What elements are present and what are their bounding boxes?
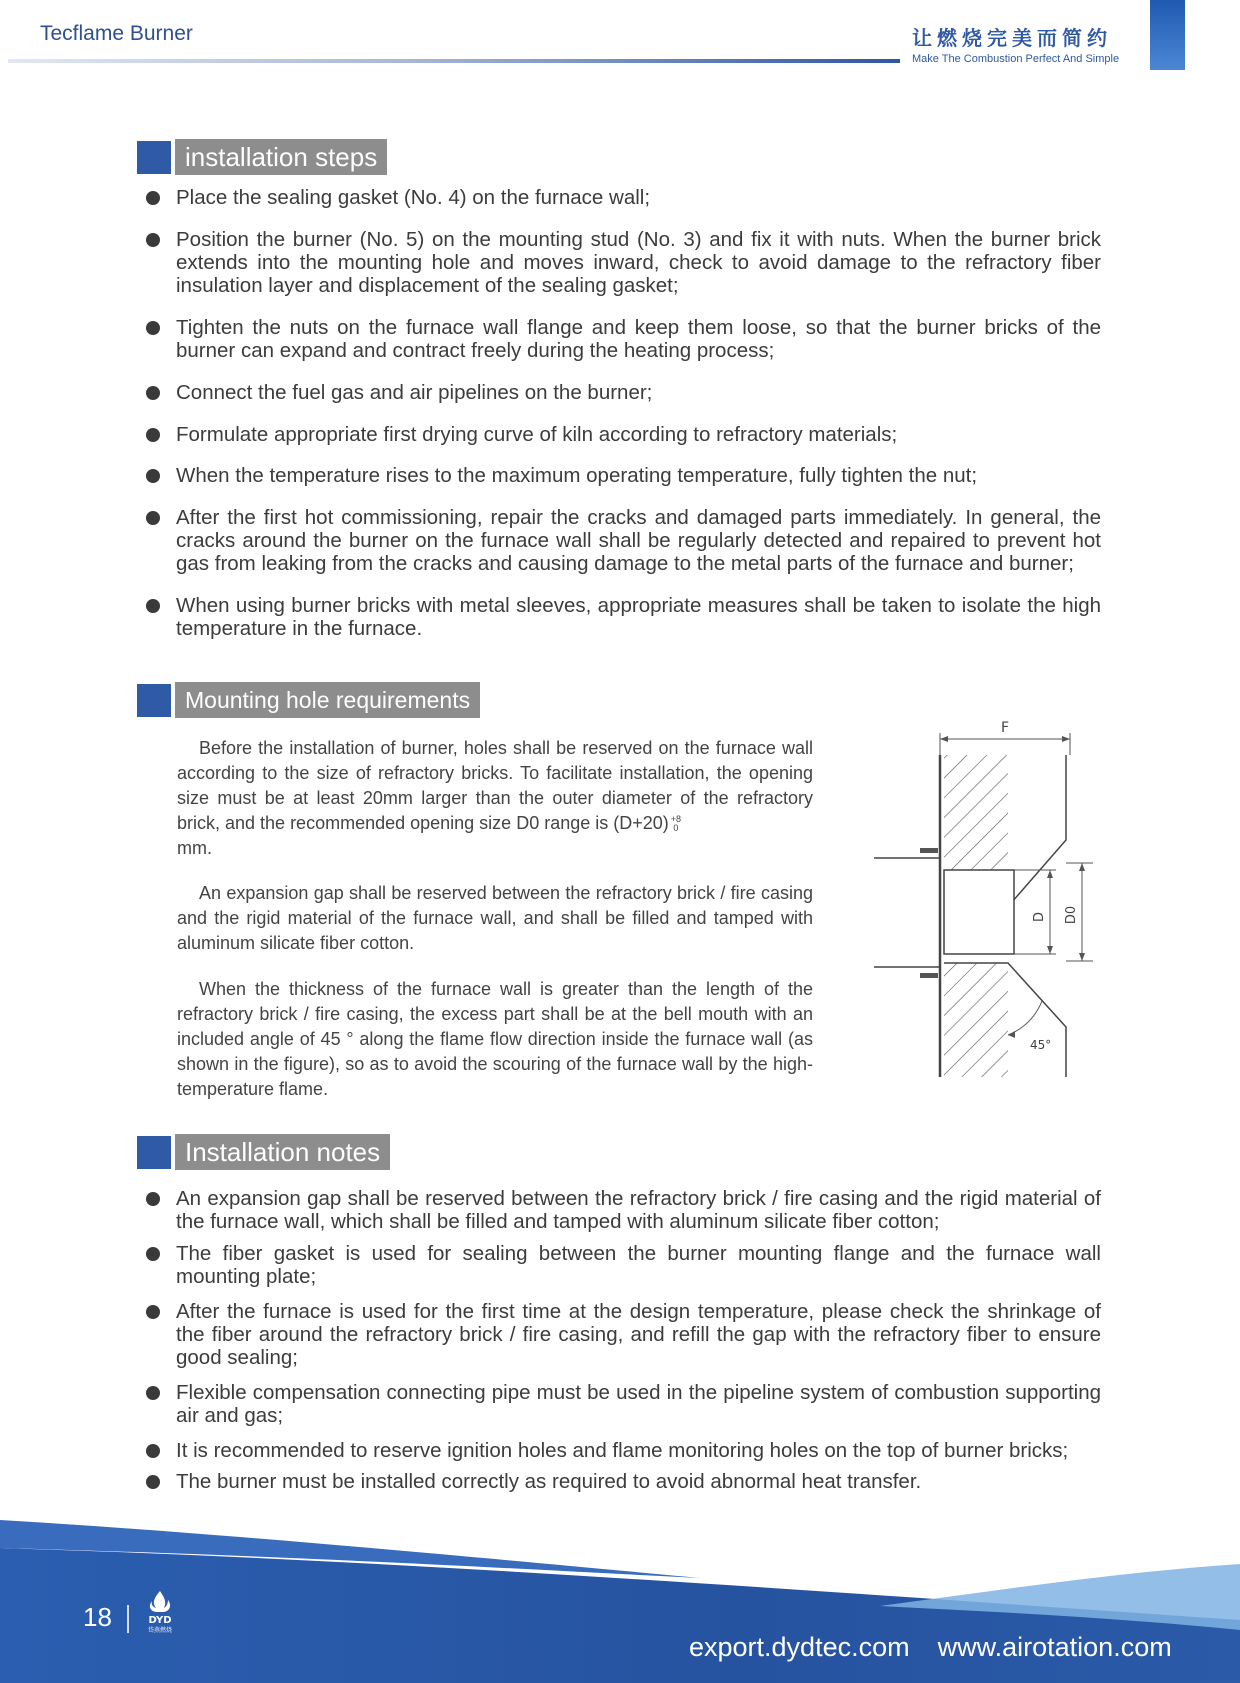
bullet-icon (146, 599, 160, 613)
bullet-icon (146, 1386, 160, 1400)
list-item: After the first hot commissioning, repair the cracks and damaged parts immediately. In general, the cracks around the burner on the furnace wall shall be regularly detected and repaired to prevent hot gas from leaking from the cracks and causing damage to the metal parts of the furnace and burner; (144, 506, 1101, 575)
list-item: The burner must be installed correctly as required to avoid abnormal heat transfer. (144, 1470, 1101, 1493)
label-d0: D0 (1064, 905, 1079, 925)
header-brand: Tecflame Burner (40, 22, 193, 45)
list-item: The fiber gasket is used for sealing between the burner mounting flange and the furnace wall mounting plate; (144, 1242, 1101, 1288)
bullet-icon (146, 1475, 160, 1489)
list-item: Connect the fuel gas and air pipelines on the burner; (144, 381, 1101, 404)
tolerance: +8 0 (670, 814, 682, 834)
footer-link-export[interactable]: export.dydtec.com (689, 1632, 910, 1662)
bullet-icon (146, 321, 160, 335)
mounting-paragraph-3: When the thickness of the furnace wall is greater than the length of the refractory brick / fire casing, the excess part shall be at the bell mouth with an included angle of 45 ° along the flame flow direction inside the furnace wall (as shown in the figure), so as to avoid the scouring of the furnace wall by the high-temperature flame. (177, 979, 813, 1099)
section-marker (137, 141, 171, 174)
lower-wall (944, 963, 1008, 1077)
header-corner-tab (1150, 0, 1185, 70)
page-number: 18 (83, 1602, 112, 1632)
section-title: Installation notes (175, 1134, 390, 1170)
bullet-icon (146, 428, 160, 442)
section-marker (137, 1136, 171, 1169)
list-item: It is recommended to reserve ignition holes and flame monitoring holes on the top of burner bricks; (144, 1439, 1101, 1462)
list-item: An expansion gap shall be reserved between the refractory brick / fire casing and the rigid material of the furnace wall, which shall be filled and tamped with aluminum silicate fiber cotton; (144, 1187, 1101, 1233)
mounting-hole-diagram (868, 715, 1098, 1085)
dyd-logo-icon (140, 1589, 180, 1634)
bullet-icon (146, 1444, 160, 1458)
mounting-paragraph-2: An expansion gap shall be reserved between the refractory brick / fire casing and the rigid material of the furnace wall, and shall be filled and tamped with aluminum silicate fiber cotton. (177, 883, 813, 953)
bullet-icon (146, 386, 160, 400)
list-item: Place the sealing gasket (No. 4) on the furnace wall; (144, 186, 1101, 209)
footer-link-airotation[interactable]: www.airotation.com (937, 1632, 1172, 1662)
label-angle: 45° (1030, 1038, 1052, 1052)
list-item: When the temperature rises to the maximum operating temperature, fully tighten the nut; (144, 464, 1101, 487)
list-item: After the furnace is used for the first time at the design temperature, please check the shrinkage of the fiber around the refractory brick / fire casing, and refill the gap with the refractory fiber to ensure good sealing; (144, 1300, 1101, 1369)
list-item: When using burner bricks with metal sleeves, appropriate measures shall be taken to isolate the high temperature in the furnace. (144, 594, 1101, 640)
refractory-brick (944, 870, 1014, 954)
mounting-paragraph-1: Before the installation of burner, holes shall be reserved on the furnace wall according to the size of refractory bricks. To facilitate installation, the opening size must be at least 20mm larger than the outer diameter of the refractory brick, and the recommended opening size D0 range is (D+20) +8 0 mm. (177, 738, 813, 858)
installation-steps-list (144, 186, 1101, 640)
label-d: D (1032, 911, 1047, 923)
label-f: F (1000, 720, 1010, 736)
logo-cn-text: 岱燕燃烧 (147, 1627, 173, 1634)
installation-notes-list (144, 1187, 1101, 1493)
footer-separator (127, 1605, 129, 1633)
list-item: Formulate appropriate first drying curve of kiln according to refractory materials; (144, 423, 1101, 446)
bullet-icon (146, 1247, 160, 1261)
bullet-icon (146, 1305, 160, 1319)
header-rule (8, 59, 900, 63)
bullet-icon (146, 469, 160, 483)
logo-text: DYD (148, 1615, 172, 1626)
header-slogan: Make The Combustion Perfect And Simple (912, 53, 1120, 65)
header-cn-slogan: 让燃烧完美而简约 (912, 26, 1112, 50)
list-item: Flexible compensation connecting pipe must be used in the pipeline system of combustion supporting air and gas; (144, 1381, 1101, 1427)
section-marker (137, 684, 171, 717)
footer-links (689, 1632, 1172, 1663)
list-item: Tighten the nuts on the furnace wall flange and keep them loose, so that the burner bricks of the burner can expand and contract freely during the heating process; (144, 316, 1101, 362)
bullet-icon (146, 233, 160, 247)
bullet-icon (146, 1192, 160, 1206)
section-title: installation steps (175, 139, 387, 175)
section-title: Mounting hole requirements (175, 682, 480, 718)
bullet-icon (146, 511, 160, 525)
list-item: Position the burner (No. 5) on the mounting stud (No. 3) and fix it with nuts. When the burner brick extends into the mounting hole and moves inward, check to avoid damage to the refractory fiber insulation layer and displacement of the sealing gasket; (144, 228, 1101, 297)
bullet-icon (146, 191, 160, 205)
